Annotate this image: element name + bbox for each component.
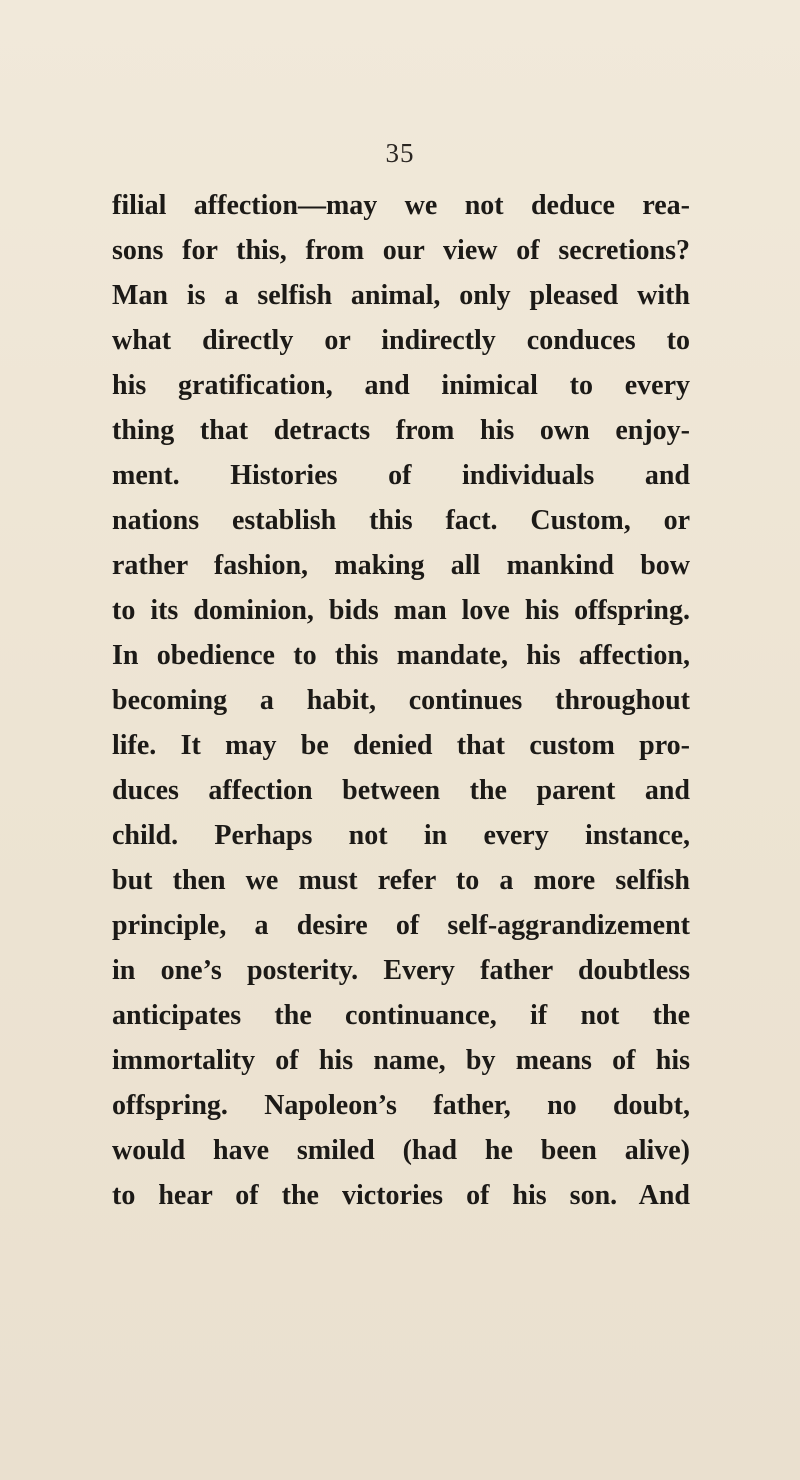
text-line: but then we must refer to a more selfish (112, 865, 690, 896)
text-line: in one’s posterity. Every father doubtless (112, 955, 690, 986)
text-line: duces affection between the parent and (112, 775, 690, 806)
text-line: his gratification, and inimical to every (112, 370, 690, 401)
text-line: anticipates the continuance, if not the (112, 1000, 690, 1031)
text-line: to hear of the victories of his son. And (112, 1180, 690, 1211)
text-line: becoming a habit, continues throughout (112, 685, 690, 716)
body-text (112, 183, 690, 1218)
text-line: rather fashion, making all mankind bow (112, 550, 690, 581)
text-line: immortality of his name, by means of his (112, 1045, 690, 1076)
text-line: what directly or indirectly conduces to (112, 325, 690, 356)
text-line: principle, a desire of self-aggrandizement (112, 910, 690, 941)
text-line: child. Perhaps not in every instance, (112, 820, 690, 851)
text-line: life. It may be denied that custom pro- (112, 730, 690, 761)
text-line: nations establish this fact. Custom, or (112, 505, 690, 536)
text-line: would have smiled (had he been alive) (112, 1135, 690, 1166)
text-line: ment. Histories of individuals and (112, 460, 690, 491)
text-line: Man is a selfish animal, only pleased with (112, 280, 690, 311)
text-line: thing that detracts from his own enjoy- (112, 415, 690, 446)
text-line: filial affection—may we not deduce rea- (112, 190, 690, 221)
text-line: offspring. Napoleon’s father, no doubt, (112, 1090, 690, 1121)
text-line: sons for this, from our view of secretions? (112, 235, 690, 266)
text-line: to its dominion, bids man love his offspring. (112, 595, 690, 626)
text-line: In obedience to this mandate, his affection, (112, 640, 690, 671)
page-number: 35 (385, 138, 415, 168)
